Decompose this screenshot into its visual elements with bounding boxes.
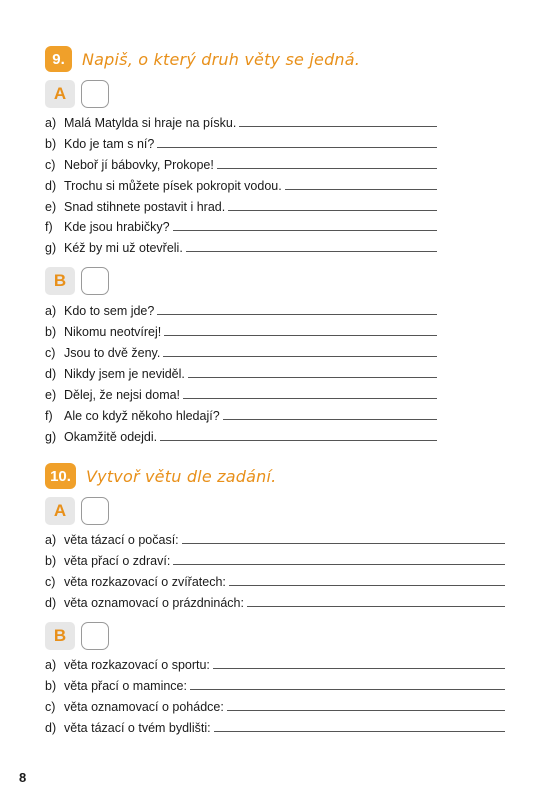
task-10-b-row bbox=[45, 677, 505, 693]
answer-line[interactable] bbox=[229, 584, 505, 586]
row-prompt: věta tázací o tvém bydlišti: bbox=[64, 721, 211, 735]
row-sentence: Snad stihnete postavit i hrad. bbox=[64, 200, 226, 214]
answer-line[interactable] bbox=[160, 439, 437, 441]
row-label: a) bbox=[45, 533, 57, 547]
row-label: e) bbox=[45, 200, 57, 214]
answer-line[interactable] bbox=[183, 397, 437, 399]
variant-b-label: B bbox=[45, 267, 75, 295]
answer-line[interactable] bbox=[182, 542, 505, 544]
row-label: c) bbox=[45, 700, 56, 714]
variant-a-label: A bbox=[45, 80, 75, 108]
variant-a-answer-box[interactable] bbox=[81, 80, 109, 108]
row-label: e) bbox=[45, 388, 57, 402]
answer-line[interactable] bbox=[227, 709, 505, 711]
task-9-a-row bbox=[45, 114, 437, 130]
row-sentence: Ale co když někoho hledají? bbox=[64, 409, 220, 423]
row-label: d) bbox=[45, 721, 57, 735]
task-10-title: Vytvoř větu dle zadání. bbox=[86, 466, 277, 486]
task-10-b-row bbox=[45, 656, 505, 672]
row-prompt: věta přací o mamince: bbox=[64, 679, 187, 693]
task-9-b-row bbox=[45, 386, 437, 402]
answer-line[interactable] bbox=[213, 667, 505, 669]
answer-line[interactable] bbox=[157, 313, 437, 315]
answer-line[interactable] bbox=[190, 688, 505, 690]
answer-line[interactable] bbox=[285, 188, 437, 190]
task-10-a-row bbox=[45, 594, 505, 610]
row-label: d) bbox=[45, 367, 57, 381]
row-label: c) bbox=[45, 158, 56, 172]
row-label: d) bbox=[45, 596, 57, 610]
row-sentence: Trochu si můžete písek pokropit vodou. bbox=[64, 179, 282, 193]
task-9-b-row bbox=[45, 344, 437, 360]
answer-line[interactable] bbox=[223, 418, 437, 420]
row-sentence: Kdo je tam s ní? bbox=[64, 137, 155, 151]
row-sentence: Dělej, že nejsi doma! bbox=[64, 388, 181, 402]
task-9-b-row bbox=[45, 407, 437, 423]
task-9-a-row bbox=[45, 239, 437, 255]
row-sentence: Kde jsou hrabičky? bbox=[64, 220, 170, 234]
answer-line[interactable] bbox=[188, 376, 437, 378]
row-label: b) bbox=[45, 137, 57, 151]
task-9-b-row bbox=[45, 428, 437, 444]
task-10-b-row bbox=[45, 698, 505, 714]
task-9-variant-b bbox=[45, 267, 109, 295]
row-label: c) bbox=[45, 346, 56, 360]
task-9-a-row bbox=[45, 218, 437, 234]
row-label: a) bbox=[45, 116, 57, 130]
answer-line[interactable] bbox=[173, 229, 437, 231]
answer-line[interactable] bbox=[217, 167, 437, 169]
answer-line[interactable] bbox=[239, 125, 437, 127]
row-sentence: Neboř jí bábovky, Prokope! bbox=[64, 158, 214, 172]
row-label: g) bbox=[45, 241, 57, 255]
answer-line[interactable] bbox=[164, 334, 437, 336]
variant-a-answer-box[interactable] bbox=[81, 497, 109, 525]
page-number: 8 bbox=[19, 770, 27, 785]
row-sentence: Jsou to dvě ženy. bbox=[64, 346, 161, 360]
task-10-variant-b bbox=[45, 622, 109, 650]
row-prompt: věta rozkazovací o sportu: bbox=[64, 658, 210, 672]
task-9-header bbox=[45, 46, 360, 72]
task-9-a-row bbox=[45, 135, 437, 151]
row-label: f) bbox=[45, 220, 53, 234]
answer-line[interactable] bbox=[214, 730, 505, 732]
answer-line[interactable] bbox=[247, 605, 505, 607]
row-sentence: Kdo to sem jde? bbox=[64, 304, 155, 318]
variant-a-label: A bbox=[45, 497, 75, 525]
row-label: b) bbox=[45, 325, 57, 339]
variant-b-label: B bbox=[45, 622, 75, 650]
row-label: c) bbox=[45, 575, 56, 589]
row-label: g) bbox=[45, 430, 57, 444]
task-10-variant-a bbox=[45, 497, 109, 525]
task-9-a-row bbox=[45, 177, 437, 193]
task-10-a-row bbox=[45, 531, 505, 547]
row-sentence: Okamžitě odejdi. bbox=[64, 430, 158, 444]
task-9-b-row bbox=[45, 323, 437, 339]
row-prompt: věta přací o zdraví: bbox=[64, 554, 171, 568]
task-9-a-row bbox=[45, 198, 437, 214]
variant-b-answer-box[interactable] bbox=[81, 267, 109, 295]
task-9-b-row bbox=[45, 302, 437, 318]
row-prompt: věta oznamovací o prázdninách: bbox=[64, 596, 244, 610]
task-9-number-badge: 9. bbox=[45, 46, 72, 72]
row-label: b) bbox=[45, 679, 57, 693]
task-9-title: Napiš, o který druh věty se jedná. bbox=[82, 49, 361, 69]
answer-line[interactable] bbox=[173, 563, 505, 565]
row-label: f) bbox=[45, 409, 53, 423]
task-9-b-row bbox=[45, 365, 437, 381]
row-label: b) bbox=[45, 554, 57, 568]
variant-b-answer-box[interactable] bbox=[81, 622, 109, 650]
answer-line[interactable] bbox=[186, 250, 437, 252]
task-10-number-badge: 10. bbox=[45, 463, 76, 489]
row-prompt: věta rozkazovací o zvířatech: bbox=[64, 575, 226, 589]
task-9-a-row bbox=[45, 156, 437, 172]
row-sentence: Malá Matylda si hraje na písku. bbox=[64, 116, 237, 130]
row-sentence: Kéž by mi už otevřeli. bbox=[64, 241, 183, 255]
answer-line[interactable] bbox=[163, 355, 437, 357]
row-sentence: Nikomu neotvírej! bbox=[64, 325, 162, 339]
row-label: d) bbox=[45, 179, 57, 193]
task-10-a-row bbox=[45, 573, 505, 589]
task-10-b-row bbox=[45, 719, 505, 735]
task-10-a-row bbox=[45, 552, 505, 568]
row-label: a) bbox=[45, 304, 57, 318]
task-9-variant-a bbox=[45, 80, 109, 108]
task-10-header bbox=[45, 463, 276, 489]
row-prompt: věta tázací o počasí: bbox=[64, 533, 179, 547]
row-sentence: Nikdy jsem je neviděl. bbox=[64, 367, 185, 381]
answer-line[interactable] bbox=[228, 209, 437, 211]
row-prompt: věta oznamovací o pohádce: bbox=[64, 700, 224, 714]
row-label: a) bbox=[45, 658, 57, 672]
answer-line[interactable] bbox=[157, 146, 437, 148]
